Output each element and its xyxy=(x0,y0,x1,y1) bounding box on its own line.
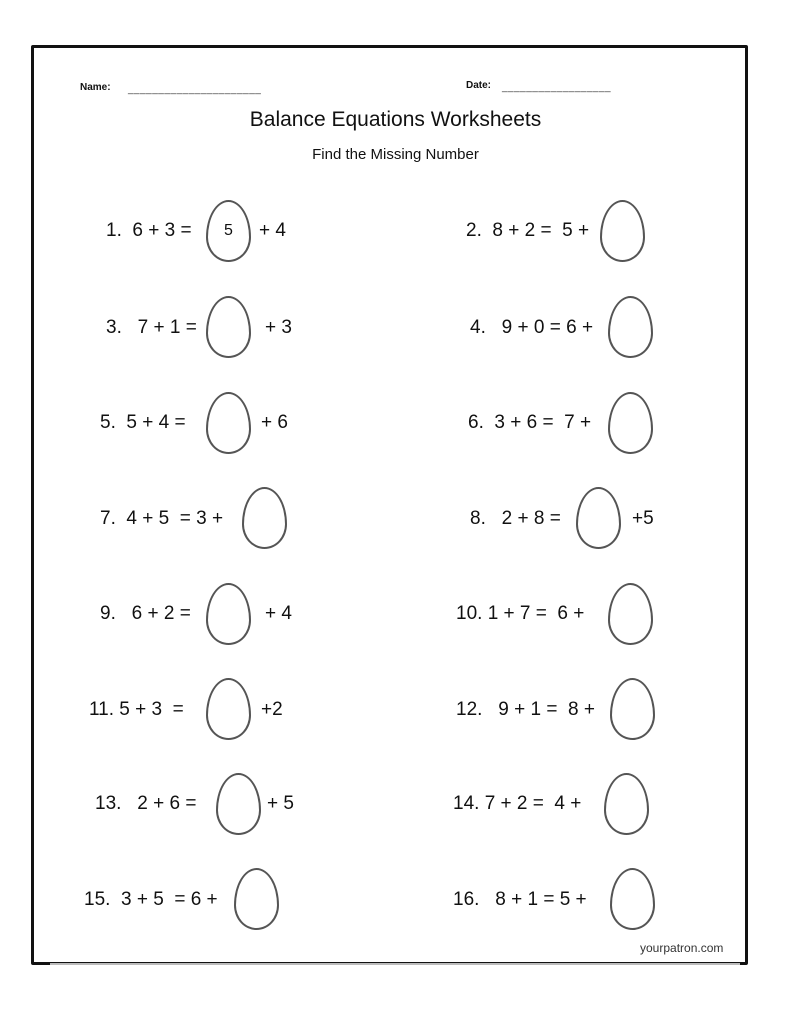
problem-9-left: 9. 6 + 2 = xyxy=(100,603,191,624)
problem-13-right: + 5 xyxy=(267,793,294,814)
problem-1-left: 1. 6 + 3 = xyxy=(106,220,192,241)
problem-11-right: +2 xyxy=(261,699,283,720)
problem-1-answer-egg[interactable]: 5 xyxy=(206,200,251,262)
problem-2-left: 2. 8 + 2 = 5 + xyxy=(466,220,590,241)
name-field[interactable]: ______________________ xyxy=(128,84,262,95)
problem-14-left: 14. 7 + 2 = 4 + xyxy=(453,793,582,814)
problem-16-left: 16. 8 + 1 = 5 + xyxy=(453,889,587,910)
problem-8-right: +5 xyxy=(632,508,654,529)
date-label: Date: xyxy=(466,80,492,91)
footer-site: yourpatron.com xyxy=(640,941,724,955)
problem-3-right: + 3 xyxy=(265,317,292,338)
problem-13-left: 13. 2 + 6 = xyxy=(95,793,197,814)
problem-9-right: + 4 xyxy=(265,603,292,624)
problem-4-left: 4. 9 + 0 = 6 + xyxy=(470,317,594,338)
problem-10-left: 10. 1 + 7 = 6 + xyxy=(456,603,585,624)
problem-5-left: 5. 5 + 4 = xyxy=(100,412,186,433)
problem-6-left: 6. 3 + 6 = 7 + xyxy=(468,412,592,433)
date-field[interactable]: __________________ xyxy=(502,82,612,93)
problem-7-left: 7. 4 + 5 = 3 + xyxy=(100,508,224,529)
problem-11-left: 11. 5 + 3 = xyxy=(89,699,184,720)
problem-15-left: 15. 3 + 5 = 6 + xyxy=(84,889,218,910)
problem-1-right: + 4 xyxy=(259,220,286,241)
worksheet-subtitle: Find the Missing Number xyxy=(312,146,479,163)
worksheet-title: Balance Equations Worksheets xyxy=(249,108,542,131)
problem-12-left: 12. 9 + 1 = 8 + xyxy=(456,699,595,720)
border-shadow xyxy=(50,963,740,965)
problem-5-right: + 6 xyxy=(261,412,288,433)
problem-3-left: 3. 7 + 1 = xyxy=(106,317,197,338)
name-label: Name: xyxy=(80,82,111,93)
problem-8-left: 8. 2 + 8 = xyxy=(470,508,561,529)
